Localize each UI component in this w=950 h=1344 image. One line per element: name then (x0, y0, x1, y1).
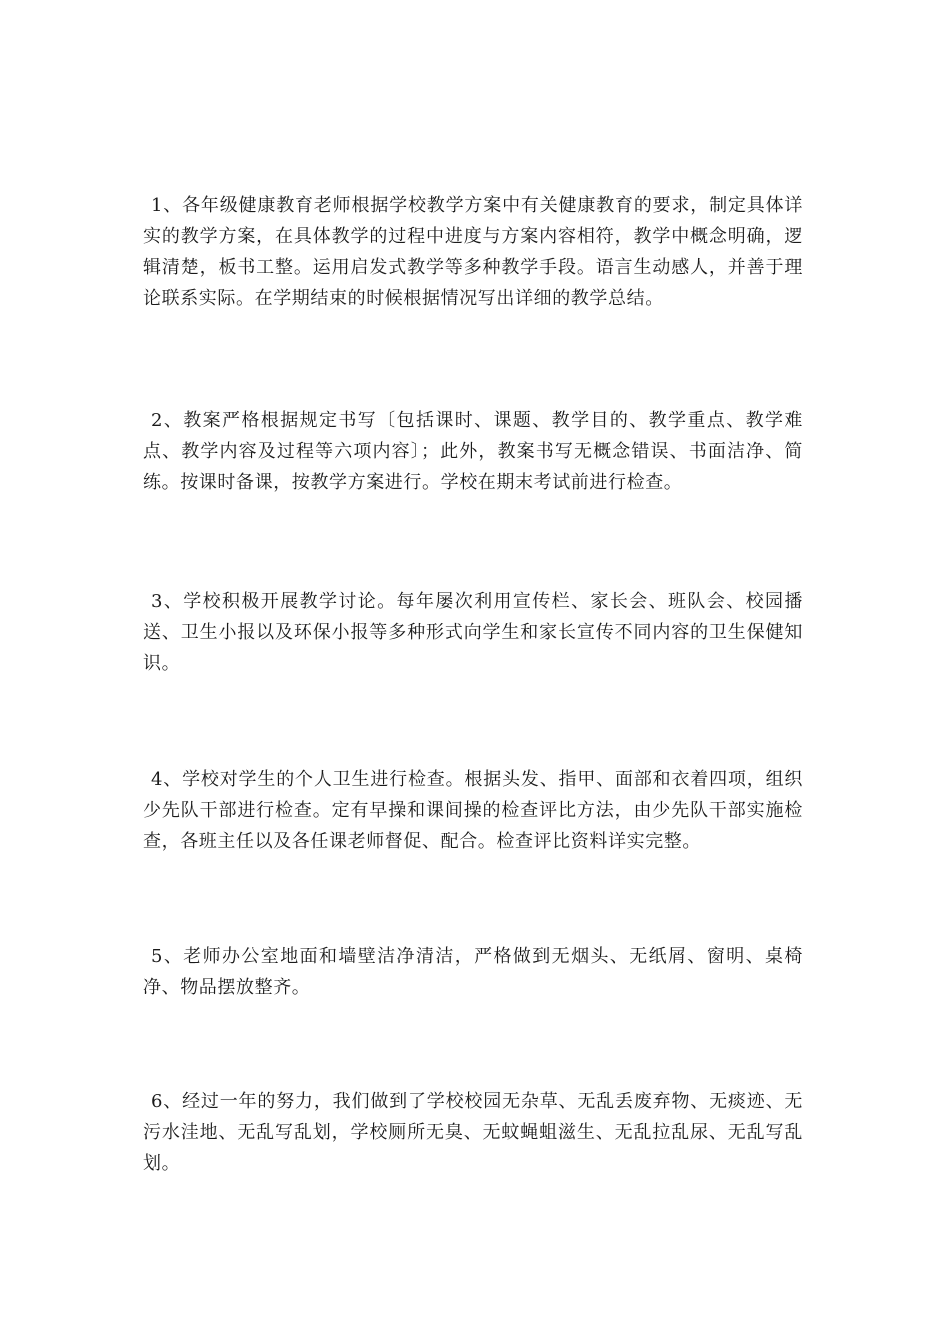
paragraph-3: 3、学校积极开展教学讨论。每年屡次利用宣传栏、家长会、班队会、校园播送、卫生小报以及环保小报等多种形式向学生和家长宣传不同内容的卫生保健知识。 (143, 591, 803, 674)
paragraph-1: 1、各年级健康教育老师根据学校教学方案中有关健康教育的要求，制定具体详实的教学方案，在具体教学的过程中进度与方案内容相符，教学中概念明确，逻辑清楚，板书工整。运用启发式教学等多种教学手段。语言生动感人，并善于理论联系实际。在学期结束的时候根据情况写出详细的教学总结。 (143, 195, 803, 309)
paragraph-6: 6、经过一年的努力，我们做到了学校校园无杂草、无乱丢废弃物、无痰迹、无污水洼地、无乱写乱划，学校厕所无臭、无蚊蝇蛆滋生、无乱拉乱尿、无乱写乱划。 (143, 1091, 803, 1174)
paragraph-4: 4、学校对学生的个人卫生进行检查。根据头发、指甲、面部和衣着四项，组织少先队干部进行检查。定有早操和课间操的检查评比方法，由少先队干部实施检查，各班主任以及各任课老师督促、配合。检查评比资料详实完整。 (143, 769, 803, 852)
paragraph-2: 2、教案严格根据规定书写〔包括课时、课题、教学目的、教学重点、教学难点、教学内容及过程等六项内容〕；此外，教案书写无概念错误、书面洁净、简练。按课时备课，按教学方案进行。学校在期末考试前进行检查。 (143, 410, 803, 493)
paragraph-5: 5、老师办公室地面和墙壁洁净清洁，严格做到无烟头、无纸屑、窗明、桌椅净、物品摆放整齐。 (143, 946, 803, 998)
